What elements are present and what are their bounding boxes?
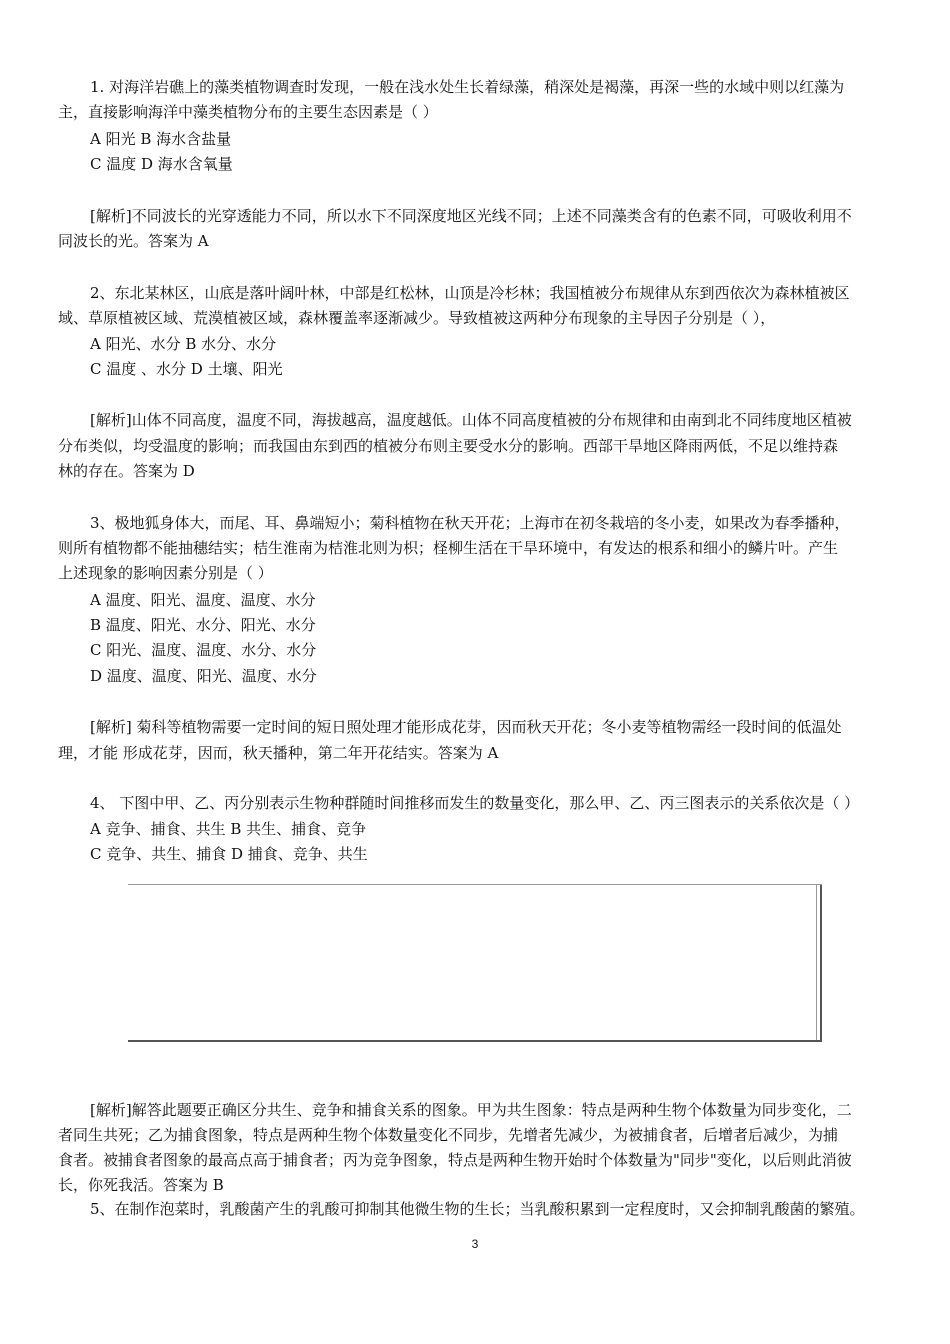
q3-option-a: A 温度、阳光、温度、温度、水分 xyxy=(90,591,316,609)
page-number: 3 xyxy=(471,1237,479,1251)
q4-option-cd: C 竞争、共生、捕食 D 捕食、竞争、共生 xyxy=(90,845,368,863)
q2-analysis-line2: 分布类似，均受温度的影响；而我国由东到西的植被分布则主要受水分的影响。西部干旱地区降雨两低，不足以维持森 xyxy=(58,437,839,455)
q1-stem-line2: 主，直接影响海洋中藻类植物分布的主要生态因素是（ ） xyxy=(58,103,438,121)
q2-option-ab: A 阳光、水分 B 水分、水分 xyxy=(90,335,277,353)
q1-option-ab: A 阳光 B 海水含盐量 xyxy=(90,130,232,148)
q1-stem-line1: 1. 对海洋岩礁上的藻类植物调查时发现，一般在浅水处生长着绿藻，稍深处是褐藻，再深一些的水域中则以红藻为 xyxy=(90,78,845,96)
q3-stem-line3: 上述现象的影响因素分别是（ ） xyxy=(58,564,273,582)
q2-analysis-line3: 林的存在。答案为 D xyxy=(58,462,195,480)
figure-placeholder xyxy=(128,884,822,1042)
q3-option-c: C 阳光、温度、温度、水分、水分 xyxy=(90,641,317,659)
q4-analysis-line4: 长，你死我活。答案为 B xyxy=(58,1176,224,1194)
q4-analysis-line1: [解析]解答此题要正确区分共生、竞争和捕食关系的图象。甲为共生图象：特点是两种生物个体数量为同步变化，二 xyxy=(90,1101,852,1119)
q4-option-ab: A 竞争、捕食、共生 B 共生、捕食、竞争 xyxy=(90,820,367,838)
figure-border-inner xyxy=(816,885,817,1040)
q2-analysis-line1: [解析]山体不同高度，温度不同，海拔越高，温度越低。山体不同高度植被的分布规律和由南到北不同纬度地区植被 xyxy=(90,411,852,429)
q3-option-d: D 温度、温度、阳光、温度、水分 xyxy=(90,667,317,685)
q1-option-cd: C 温度 D 海水含氧量 xyxy=(90,155,233,173)
q2-stem-line2: 域、草原植被区域、荒漠植被区域，森林覆盖率逐渐减少。导致植被这两种分布现象的主导因子分别是（ ）， xyxy=(58,309,776,327)
q3-stem-line1: 3、极地狐身体大，而尾、耳、鼻端短小；菊科植物在秋天开花；上海市在初冬栽培的冬小麦，如果改为春季播种， xyxy=(90,514,850,532)
q4-analysis-line2: 者同生共死；乙为捕食图象，特点是两种生物个体数量变化不同步，先增者先减少，为被捕食者，后增者后减少，为捕 xyxy=(58,1126,839,1144)
q3-stem-line2: 则所有植物都不能抽穗结实；桔生淮南为桔淮北则为枳；柽柳生活在干旱环境中，有发达的根系和细小的鳞片叶。产生 xyxy=(58,539,839,557)
q2-stem-line1: 2、东北某林区，山底是落叶阔叶林，中部是红松林，山顶是冷杉林；我国植被分布规律从东到西依次为森林植被区 xyxy=(90,284,850,302)
q3-analysis-line1: [解析] 菊科等植物需要一定时间的短日照处理才能形成花芽，因而秋天开花；冬小麦等植物需经一段时间的低温处 xyxy=(90,718,842,736)
q1-analysis-line2: 同波长的光。答案为 A xyxy=(58,232,209,250)
q4-stem-line1: 4、 下图中甲、乙、丙分别表示生物种群随时间推移而发生的数量变化，那么甲、乙、丙三图表示的关系依次是（ ） xyxy=(90,794,860,812)
q3-analysis-line2: 理，才能 形成花芽，因而，秋天播种，第二年开花结实。答案为 A xyxy=(58,744,499,762)
q3-option-b: B 温度、阳光、水分、阳光、水分 xyxy=(90,616,316,634)
q1-analysis-line1: [解析]不同波长的光穿透能力不同，所以水下不同深度地区光线不同；上述不同藻类含有的色素不同，可吸收利用不 xyxy=(90,207,852,225)
q2-option-cd: C 温度 、水分 D 土壤、阳光 xyxy=(90,360,283,378)
figure-border-right xyxy=(820,885,822,1042)
q5-stem-line1: 5、在制作泡菜时，乳酸菌产生的乳酸可抑制其他微生物的生长；当乳酸积累到一定程度时，又会抑制乳酸菌的繁殖。 xyxy=(90,1200,865,1218)
q4-analysis-line3: 食者。被捕食者图象的最高点高于捕食者；丙为竞争图象，特点是两种生物开始时个体数量为"同步"变化，以后则此消彼 xyxy=(58,1151,852,1169)
